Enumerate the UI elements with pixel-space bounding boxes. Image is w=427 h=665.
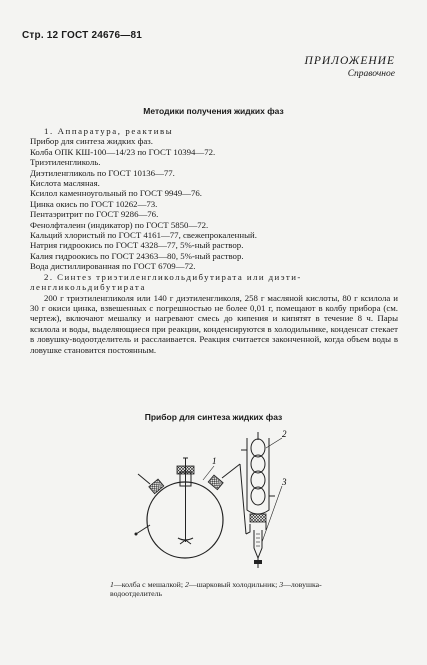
caption-text-1: —колба с мешалкой; (113, 580, 184, 589)
body-line: Вода дистиллированная по ГОСТ 6709—72. (30, 261, 196, 272)
caption-item-1: 1 (110, 580, 114, 589)
section-title: Методики получения жидких фаз (143, 106, 284, 116)
body-line: Колба ОПК КШ-100—14/23 по ГОСТ 10394—72. (30, 146, 216, 157)
body-line: Ксилол каменноугольный по ГОСТ 9949—76. (30, 188, 202, 199)
label-3: 3 (282, 477, 287, 487)
appendix-title: ПРИЛОЖЕНИЕ (304, 55, 395, 67)
label-2: 2 (282, 430, 287, 439)
body-line: Натрия гидроокись по ГОСТ 4328—77, 5%-ный раствор. (30, 240, 244, 251)
body-line: 1. Аппаратура, реактивы (44, 126, 174, 136)
body-line: ленгликольдибутирата (30, 282, 146, 293)
body-text (30, 126, 398, 355)
body-line: Кальций хлористый по ГОСТ 4161—77, свежепрокаленный. (30, 230, 257, 241)
flask (135, 458, 241, 558)
caption-item-2: 2 (184, 580, 189, 589)
body-line: Фенолфталеин (индикатор) по ГОСТ 5850—72. (30, 219, 209, 230)
appendix-block (305, 55, 395, 79)
body-line: Пентаэритрит по ГОСТ 9286—76. (30, 209, 159, 220)
page-header: Стр. 12 ГОСТ 24676—81 (22, 30, 142, 41)
caption-text-2: —шарковый холодильник; (188, 580, 278, 589)
body-line: Прибор для синтеза жидких фаз. (30, 136, 153, 147)
body-line: Диэтиленгликоль по ГОСТ 10136—77. (30, 167, 175, 178)
figure-caption (110, 580, 330, 598)
apparatus-drawing (0, 430, 427, 575)
caption-text-3: —ловушка-водоотделитель (110, 580, 322, 598)
label-1: 1 (212, 456, 217, 466)
appendix-subtitle: Справочное (347, 69, 395, 79)
caption-item-3: 3 (279, 580, 284, 589)
body-line: Триэтиленгликоль. (30, 157, 101, 168)
body-line: Калия гидроокись по ГОСТ 24363—80, 5%-ный раствор. (30, 250, 244, 261)
procedure-paragraph: 200 г триэтиленгликоля или 140 г диэтиленгликоля, 258 г масляной кислоты, 80 г ксилола и 30 г окиси цинка, взвешенных с погрешностью не более 0,01 г, помещают в колбу прибора (см. чертеж), включают мешалку и нагревают смесь до кипения и кипятят в течение 8 ч. Пары ксилола и воды, выделяющиеся при реакции, конденсируются в холодильнике, конденсат стекает в ловушку-водоотделитель и расслаивается. Реакция считается законченной, когда объем воды в ловушке становится постоянным. (30, 292, 398, 355)
body-line: 2. Синтез триэтиленгликольдибутирата или диэти- (44, 271, 302, 282)
body-line: Цинка окись по ГОСТ 10262—73. (30, 198, 158, 209)
figure-title: Прибор для синтеза жидких фаз (144, 412, 283, 422)
body-line: Кислота масляная. (30, 178, 100, 189)
